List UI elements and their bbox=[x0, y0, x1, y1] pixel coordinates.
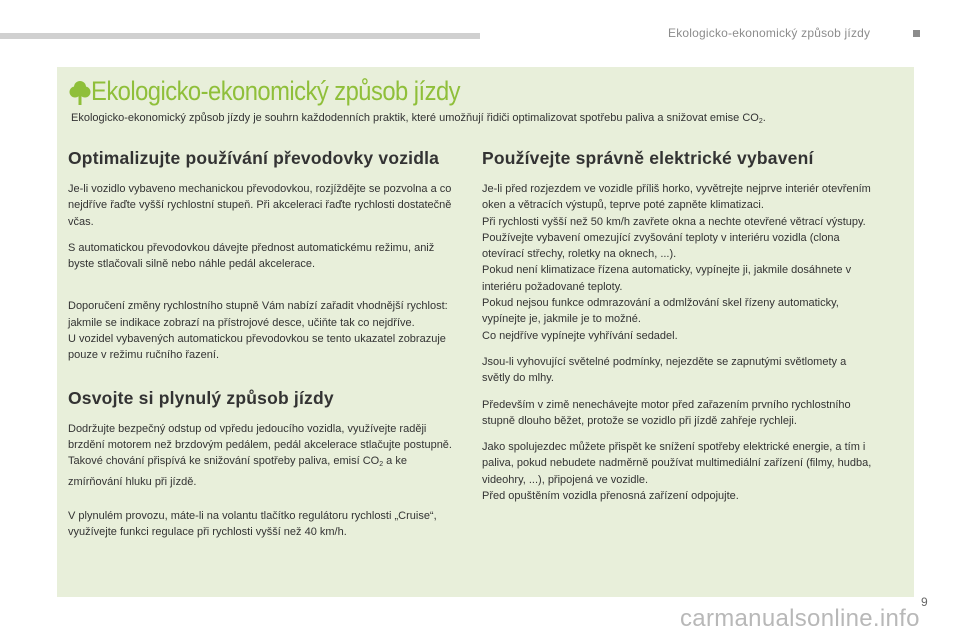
paragraph: Doporučení změny rychlostního stupně Vám nabízí zařadit vhodnější rychlost: jakmile se indikace zobrazí na přístrojové desce, učiňte tak co nejdříve. bbox=[68, 300, 448, 329]
paragraph: Používejte vybavení omezující zvyšování teploty v interiéru vozidla (clona otevírací střechy, roletky na oknech, ...). bbox=[482, 231, 840, 261]
paragraph: Především v zimě nenechávejte motor před zařazením prvního rychlostního stupně dlouho běžet, protože se vozidlo při jízdě zahřeje rychleji. bbox=[482, 398, 851, 427]
header-title: Ekologicko-ekonomický způsob jízdy bbox=[668, 26, 871, 40]
paragraph: Je-li vozidlo vybaveno mechanickou převodovkou, rozjíždějte se pozvolna a co nejdříve řaďte vyšší rychlostní stupeň. Při akceleraci řaďte rychlosti dostatečně včas. bbox=[68, 183, 452, 228]
page-number: 9 bbox=[921, 595, 928, 609]
watermark: carmanualsonline.info bbox=[680, 605, 920, 632]
paragraph: Dodržujte bezpečný odstup od vpředu jedoucího vozidla, využívejte raději brzdění motorem než brzdovým pedálem, pedál akcelerace stlačujte postupně. Takové chování přispívá ke snižování spotřeby paliva, emisí $CO_2$ a ke zmírňování hluku při jízdě. bbox=[68, 422, 452, 488]
paragraph: V plynulém provozu, máte-li na volantu tlačítko regulátoru rychlosti „Cruise“, využívejte funkci regulace při rychlosti vyšší než 40 km/h. bbox=[68, 509, 437, 539]
paragraph: U vozidel vybavených automatickou převodovkou se tento ukazatel zobrazuje pouze v režimu ručního řazení. bbox=[68, 333, 446, 362]
header-bar bbox=[0, 33, 480, 39]
paragraph: Co nejdříve vypínejte vyhřívání sedadel. bbox=[482, 329, 678, 342]
tree-leaf-icon bbox=[69, 80, 91, 106]
header-square-icon bbox=[913, 30, 920, 37]
paragraph: Pokud nejsou funkce odmrazování a odmlžování skel řízeny automaticky, vypínejte je, jakmile je to možné. bbox=[482, 297, 839, 326]
paragraph: Jako spolujezdec můžete přispět ke snížení spotřeby elektrické energie, a tím i paliva, pokud nebudete nadměrně používat multimediální zařízení (filmy, hudba, videohry, ...), připojená ve vozidle. bbox=[482, 441, 872, 486]
paragraph: Jsou-li vyhovující světelné podmínky, nejezděte se zapnutými světlomety a světly do mlhy. bbox=[482, 355, 847, 385]
left-column bbox=[68, 148, 463, 540]
intro-text: Ekologicko-ekonomický způsob jízdy je souhrn každodenních praktik, které umožňují řidiči optimalizovat spotřebu paliva a snižovat emise $CO_2$. bbox=[71, 112, 766, 125]
page-title: Ekologicko-ekonomický způsob jízdy bbox=[91, 76, 460, 106]
paragraph: Pokud není klimatizace řízena automaticky, vypínejte ji, jakmile dosáhnete v interiéru požadované teploty. bbox=[482, 264, 852, 293]
paragraph: Je-li před rozjezdem ve vozidle příliš horko, vyvětrejte nejprve interiér otevřením oken a větracích výstupů, teprve poté zapněte klimatizaci. bbox=[482, 183, 871, 212]
section-title-smooth-driving: Osvojte si plynulý způsob jízdy bbox=[68, 387, 334, 408]
section-title-electrical: Používejte správně elektrické vybavení bbox=[482, 148, 814, 168]
paragraph: Před opuštěním vozidla přenosná zařízení odpojujte. bbox=[482, 490, 739, 503]
right-column bbox=[482, 148, 877, 504]
paragraph: Při rychlosti vyšší než 50 km/h zavřete okna a nechte otevřené větrací výstupy. bbox=[482, 215, 866, 228]
section-title-gearbox: Optimalizujte používání převodovky vozidla bbox=[68, 148, 440, 168]
paragraph: S automatickou převodovkou dávejte přednost automatickému režimu, aniž byste stlačovali silně nebo náhle pedál akcelerace. bbox=[68, 241, 435, 271]
